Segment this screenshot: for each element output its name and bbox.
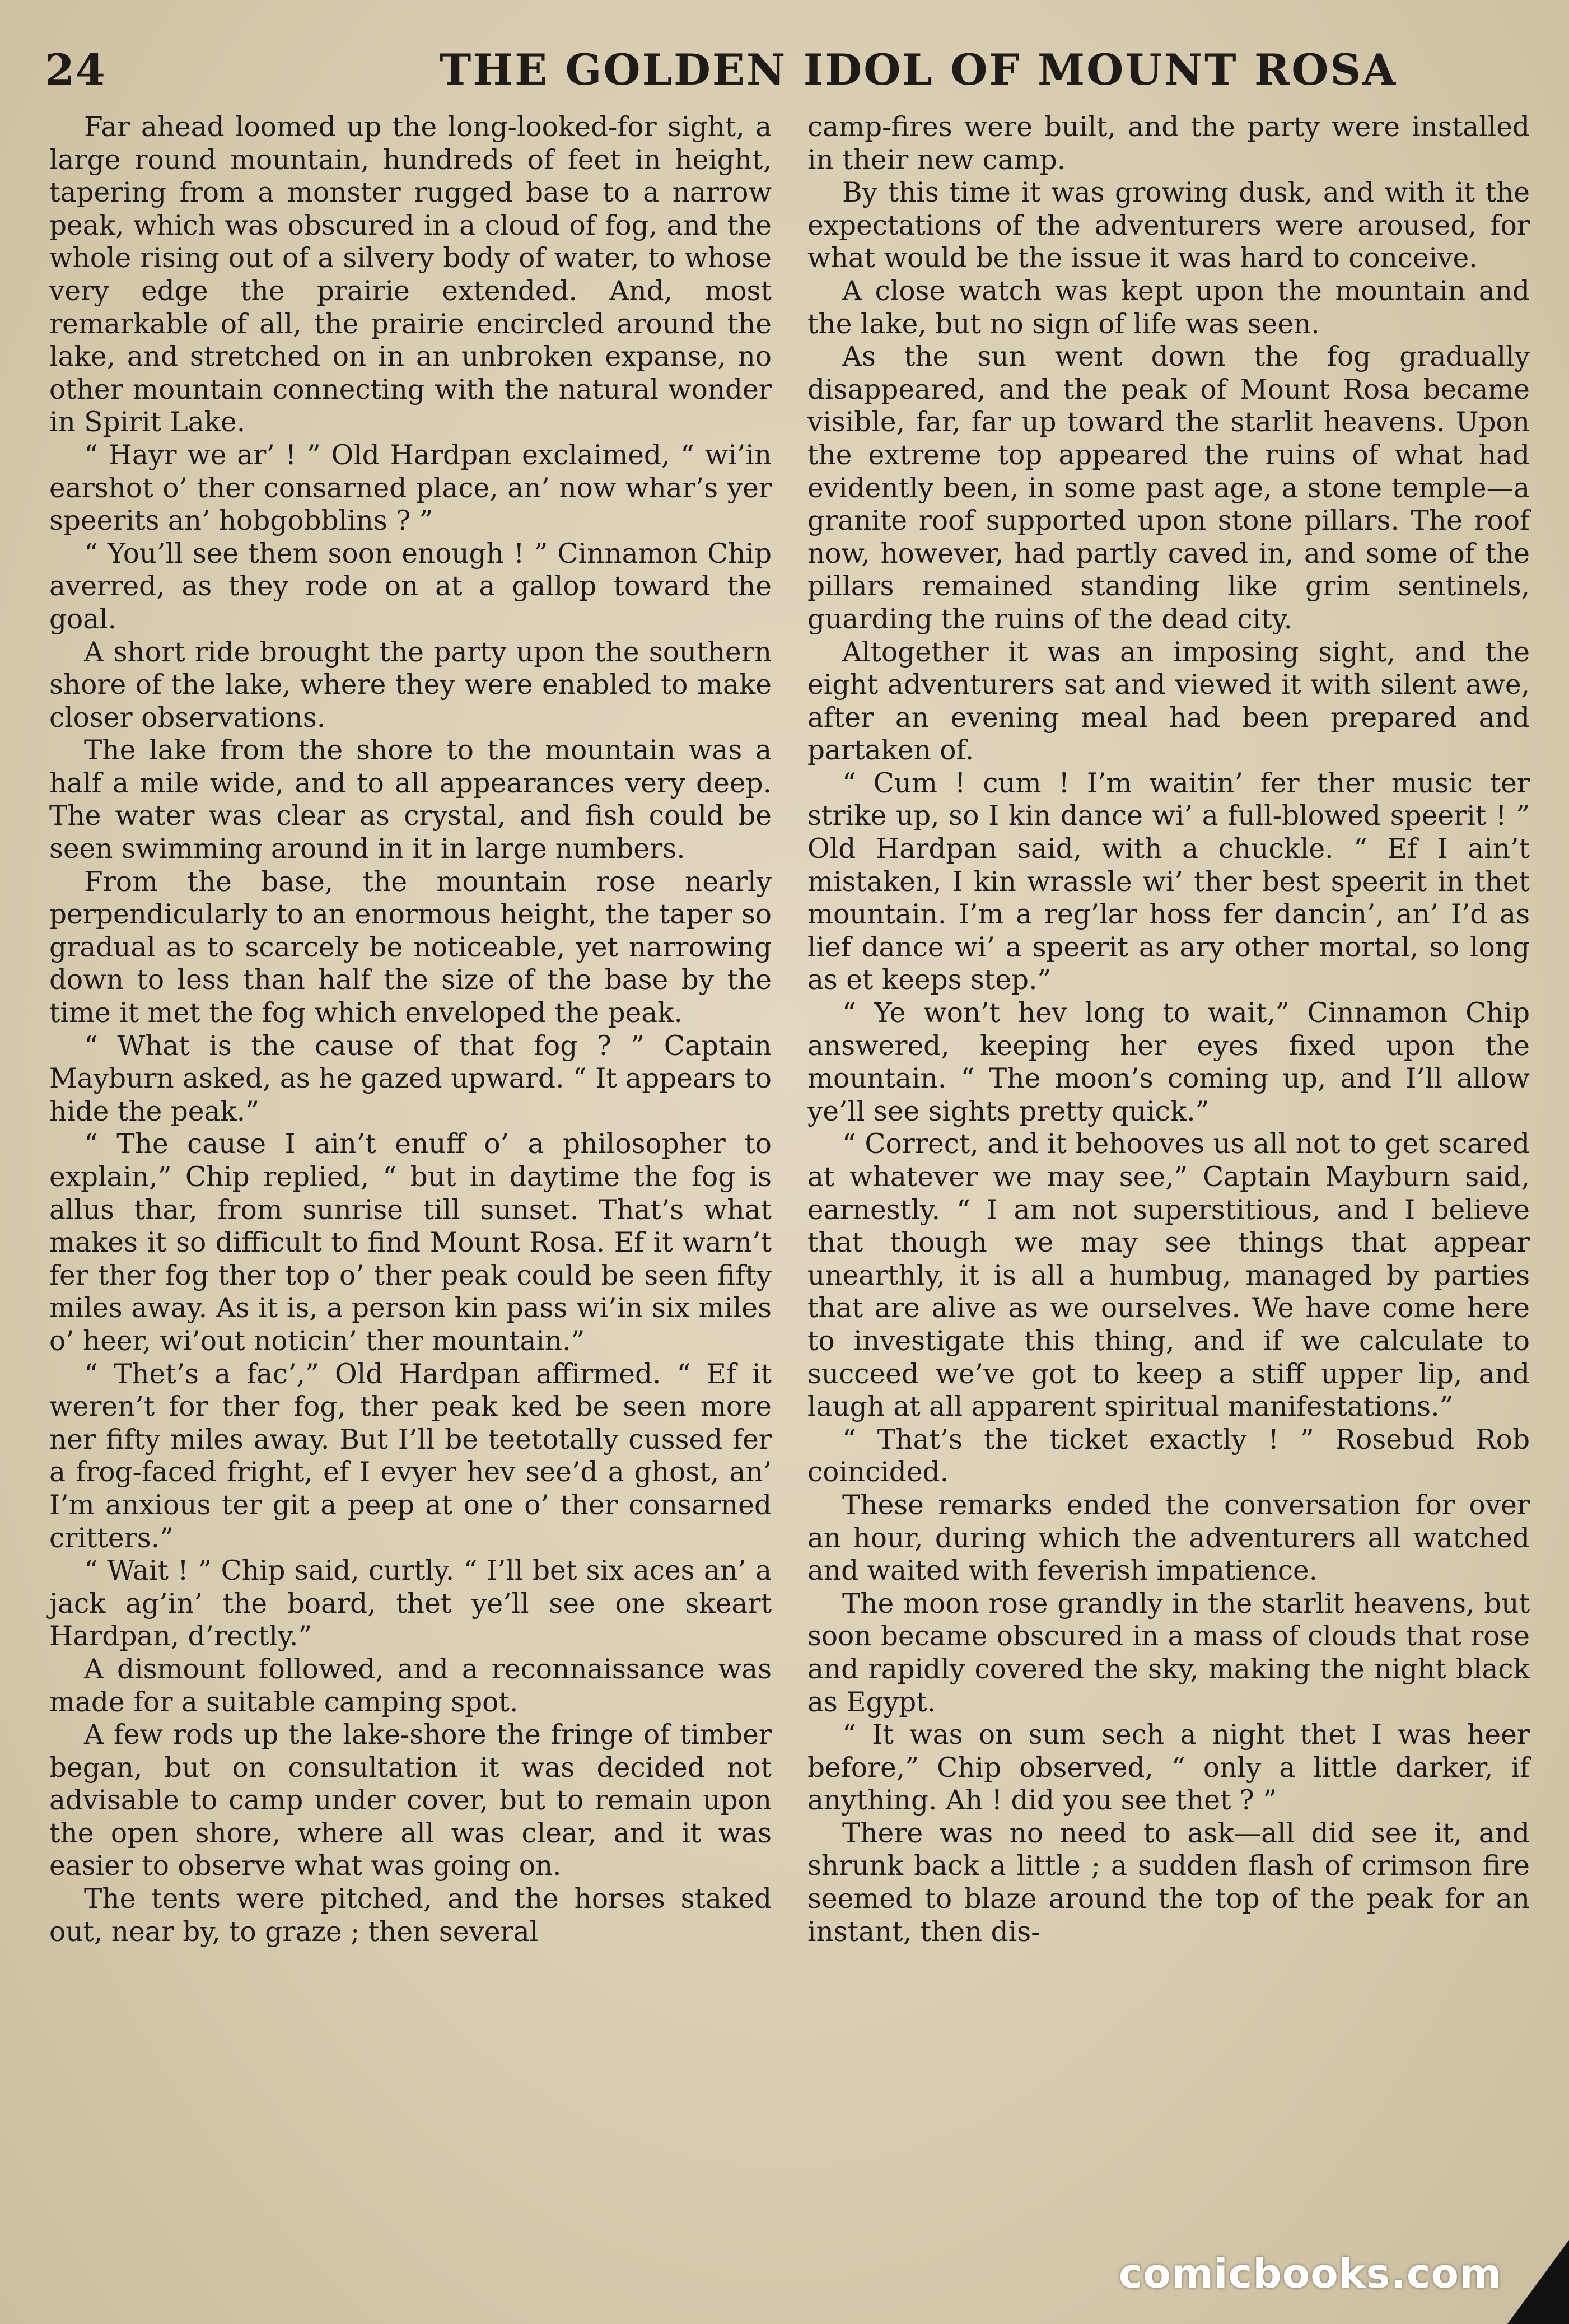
right-column <box>807 111 1530 1948</box>
paragraph: “ Hayr we ar’ ! ” Old Hardpan exclaimed, “ wi’in earshot o’ ther consarned place, an’ now whar’s yer speerits an’ hobgobblins ? ” <box>49 439 772 537</box>
paragraph: Altogether it was an imposing sight, and the eight adventurers sat and viewed it with silent awe, after an evening meal had been prepared and partaken of. <box>807 636 1530 767</box>
paragraph: By this time it was growing dusk, and with it the expectations of the adventurers were aroused, for what would be the issue it was hard to conceive. <box>807 177 1530 274</box>
paragraph: “ What is the cause of that fog ? ” Captain Mayburn asked, as he gazed upward. “ It appears to hide the peak.” <box>49 1030 772 1127</box>
paragraph: “ You’ll see them soon enough ! ” Cinnamon Chip averred, as they rode on at a gallop toward the goal. <box>49 538 772 635</box>
running-title: THE GOLDEN IDOL OF MOUNT ROSA <box>439 45 1398 95</box>
paragraph: A dismount followed, and a reconnaissance was made for a suitable camping spot. <box>49 1653 772 1718</box>
paragraph: “ The cause I ain’t enuff o’ a philosopher to explain,” Chip replied, “ but in daytime the fog is allus thar, from sunrise till sunset. That’s what makes it so difficult to find Mount Rosa. Ef it warn’t fer ther fog ther top o’ ther peak could be seen fifty miles away. As it is, a person kin pass wi’in six miles o’ heer, wi’out noticin’ ther mountain.” <box>49 1128 772 1357</box>
paragraph: “ That’s the ticket exactly ! ” Rosebud Rob coincided. <box>807 1424 1530 1488</box>
paragraph: “ Wait ! ” Chip said, curtly. “ I’ll bet six aces an’ a jack ag’in’ the board, thet ye’ll see one skeart Hardpan, d’rectly.” <box>49 1555 772 1653</box>
paragraph: “ It was on sum sech a night thet I was heer before,” Chip observed, “ only a little darker, if anything. Ah ! did you see thet ? ” <box>807 1719 1530 1817</box>
paragraph: A short ride brought the party upon the southern shore of the lake, where they were enabled to make closer observations. <box>49 636 772 734</box>
paragraph: “ Correct, and it behooves us all not to get scared at whatever we may see,” Captain Mayburn said, earnestly. “ I am not superstitious, and I believe that though we may see things that appear unearthly, it is all a humbug, managed by parties that are alive as we ourselves. We have come here to investigate this thing, and if we calculate to succeed we’ve got to keep a stiff upper lip, and laugh at all apparent spiritual manifestations.” <box>807 1128 1530 1423</box>
paragraph: The tents were pitched, and the horses staked out, near by, to graze ; then several <box>49 1883 772 1948</box>
page-header <box>45 39 1523 112</box>
paragraph: “ Ye won’t hev long to wait,” Cinnamon Chip answered, keeping her eyes fixed upon the mountain. “ The moon’s coming up, and I’ll allow ye’ll see sights pretty quick.” <box>807 997 1530 1127</box>
watermark: comicbooks.com <box>1118 2250 1502 2297</box>
paragraph: As the sun went down the fog gradually disappeared, and the peak of Mount Rosa became visible, far, far up toward the starlit heavens. Upon the extreme top appeared the ruins of what had evidently been, in some past age, a stone temple—a granite roof supported upon stone pillars. The roof now, however, had partly caved in, and some of the pillars remained standing like grim sentinels, guarding the ruins of the dead city. <box>807 341 1530 635</box>
paragraph: From the base, the mountain rose nearly perpendicularly to an enormous height, the taper so gradual as to scarcely be noticeable, yet narrowing down to less than half the size of the base by the time it met the fog which enveloped the peak. <box>49 866 772 1029</box>
page-corner <box>1507 2240 1569 2324</box>
paragraph: There was no need to ask—all did see it, and shrunk back a little ; a sudden flash of crimson fire seemed to blaze around the top of the peak for an instant, then dis- <box>807 1817 1530 1948</box>
left-column <box>49 111 772 1948</box>
page-number: 24 <box>45 45 106 95</box>
paragraph: A few rods up the lake-shore the fringe of timber began, but on consultation it was decided not advisable to camp under cover, but to remain upon the open shore, where all was clear, and it was easier to observe what was going on. <box>49 1719 772 1882</box>
paragraph: “ Cum ! cum ! I’m waitin’ fer ther music ter strike up, so I kin dance wi’ a full-blowed speerit ! ” Old Hardpan said, with a chuckle. “ Ef I ain’t mistaken, I kin wrassle wi’ ther best speerit in thet mountain. I’m a reg’lar hoss fer dancin’, an’ I’d as lief dance wi’ a speerit as ary other mortal, so long as et keeps step.” <box>807 767 1530 996</box>
paragraph: The lake from the shore to the mountain was a half a mile wide, and to all appearances very deep. The water was clear as crystal, and fish could be seen swimming around in it in large numbers. <box>49 735 772 865</box>
paragraph: These remarks ended the conversation for over an hour, during which the adventurers all watched and waited with feverish impatience. <box>807 1489 1530 1587</box>
paragraph: A close watch was kept upon the mountain and the lake, but no sign of life was seen. <box>807 275 1530 340</box>
paragraph: Far ahead loomed up the long-looked-for sight, a large round mountain, hundreds of feet in height, tapering from a monster rugged base to a narrow peak, which was obscured in a cloud of fog, and the whole rising out of a silvery body of water, to whose very edge the prairie extended. And, most remarkable of all, the prairie encircled around the lake, and stretched on in an unbroken expanse, no other mountain connecting with the natural wonder in Spirit Lake. <box>49 111 772 438</box>
paragraph-continued: camp-fires were built, and the party were installed in their new camp. <box>807 111 1530 176</box>
paragraph: The moon rose grandly in the starlit heavens, but soon became obscured in a mass of clouds that rose and rapidly covered the sky, making the night black as Egypt. <box>807 1588 1530 1718</box>
paragraph: “ Thet’s a fac’,” Old Hardpan affirmed. “ Ef it weren’t for ther fog, ther peak ked be seen more ner fifty miles away. But I’ll be teetotally cussed fer a frog-faced fright, ef I evyer hev see’d a ghost, an’ I’m anxious ter git a peep at one o’ ther consarned critters.” <box>49 1358 772 1554</box>
